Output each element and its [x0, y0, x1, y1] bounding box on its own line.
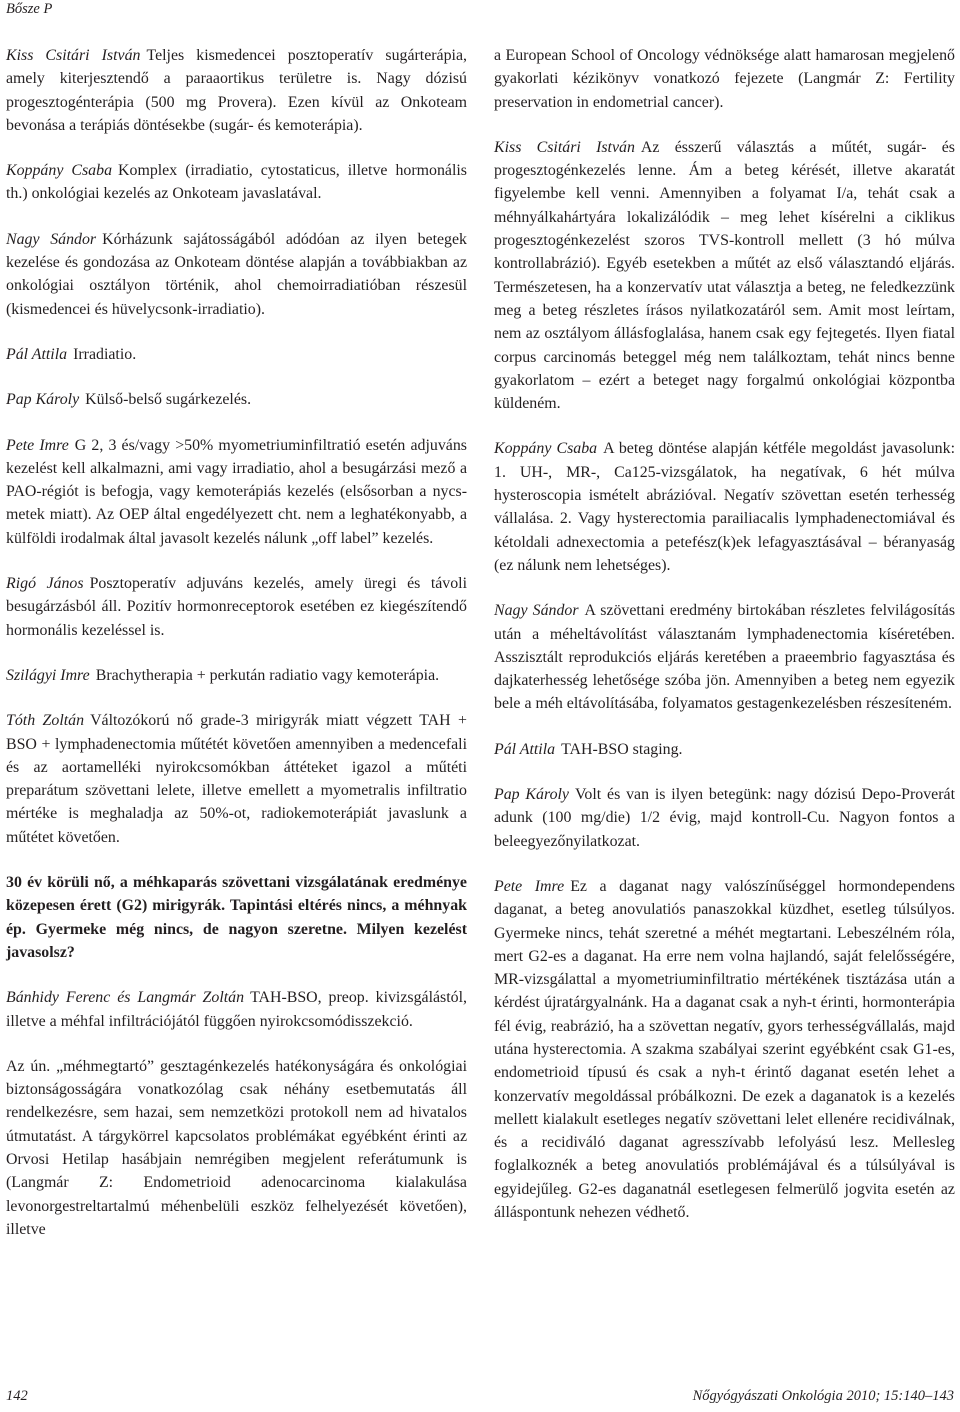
paragraph	[6, 434, 467, 550]
speaker-name: Pete Imre	[6, 436, 69, 454]
paragraph-text: A szövettani eredmény birtokában részletes felvilágosítás után a méheltávolítást választanám lymphadenectomia kíséretében. Asszisztált reprodukciós eljárás keretében a praeembrio fagyasztása és dajkaterhesség lehetősége szóba jön. Amennyiben a beteg nem egyezik bele a méh eltávolításába, folyamatos gestagenkezelésben részesíteném.	[494, 602, 955, 713]
paragraph	[6, 871, 467, 964]
paragraph	[6, 572, 467, 642]
paragraph-text: G 2, 3 és/vagy >50% myometriuminfiltratió esetén adjuváns kezelést kell alkalmazni, ami vagy irradiatio, ahol a besugárzási mező a PAO-régiót is befogja, vagy kemoterápiás kezelés (elsősorban a nycs-metek miatt). Az OEP által engedélyezett cht. nem a leghatékonyabb, a külföldi irodalmak által javasolt kezelés nálunk „off label” kezelés.	[6, 436, 467, 547]
speaker-name: Kiss Csitári István	[494, 138, 635, 156]
right-column	[494, 44, 955, 1246]
paragraph-text: Volt és van is ilyen betegünk: nagy dózisú Depo-Proverát adunk (100 mg/die) 1/2 évig, majd kontroll-Cu. Nagyon fontos a beleegyezőnyilatkozat.	[494, 786, 955, 850]
paragraph-text: TAH-BSO, preop. kivizsgálástól, illetve a méhfal infiltrációjától függően nyirokcsomódisszekció.	[6, 989, 467, 1030]
speaker-name: Bánhidy Ferenc és Langmár Zoltán	[6, 989, 245, 1007]
left-column	[6, 44, 467, 1263]
paragraph-text: Irradiatio.	[73, 345, 137, 363]
paragraph	[494, 875, 955, 1224]
journal-citation: Nőgyógyászati Onkológia 2010; 15:140–143	[692, 1388, 954, 1404]
paragraph-text: Komplex (irradiatio, cytostaticus, illetve hormonális th.) onkológiai kezelés az Onkoteam javaslatával.	[6, 162, 467, 203]
speaker-name: Pál Attila	[494, 740, 556, 758]
speaker-name: Pete Imre	[494, 877, 565, 895]
paragraph-text: Az ún. „méhmegtartó” gesztagénkezelés hatékonyságára és onkológiai biztonságosságára vonatkozólag csak néhány esetbemutatás áll rendelkezésre, sem hazai, sem nemzetközi protokoll nem ad hivatalos útmutatást. A tárgykörrel kapcsolatos problémákat egyébként érinti az Orvosi Hetilap hasábjain nemrégiben megjelent referátumunk is (Langmár Z: Endometrioid adenocarcinoma kialakulása levonorgestreltartalmú méhenbelüli eszköz felhelyezését követően), illetve	[6, 1057, 467, 1238]
paragraph	[6, 228, 467, 321]
paragraph	[6, 388, 467, 411]
paragraph-text: Külső-belső sugárkezelés.	[85, 391, 252, 409]
paragraph-text: Brachytherapia + perkután radiatio vagy kemoterápia.	[95, 666, 440, 684]
paragraph	[6, 709, 467, 849]
paragraph-text: TAH-BSO staging.	[561, 740, 683, 758]
speaker-name: Koppány Csaba	[494, 440, 598, 458]
speaker-name: Szilágyi Imre	[6, 666, 90, 684]
paragraph	[6, 986, 467, 1033]
paragraph	[6, 343, 467, 366]
speaker-name: Nagy Sándor	[6, 230, 97, 248]
speaker-name: Koppány Csaba	[6, 162, 113, 180]
paragraph	[494, 599, 955, 715]
speaker-name: Pap Károly	[494, 786, 569, 804]
paragraph	[494, 136, 955, 416]
paragraph	[494, 783, 955, 853]
paragraph	[494, 738, 955, 761]
paragraph	[6, 159, 467, 206]
paragraph-text: Teljes kismedencei posztoperatív sugárterápia, amely kiterjesztendő a paraaortikus területre is. Nagy dózisú progesztogénterápia (500 mg Provera). Ezen kívül az Onkoteam bevonása a terápiás döntésekbe (sugár- és kemoterápia).	[6, 47, 467, 134]
paragraph	[6, 1055, 467, 1241]
paragraph-text: 30 év körüli nő, a méhkaparás szövettani vizsgálatának eredménye közepesen érett (G2) mirigyrák. Tapintási eltérés nincs, a méhnyak ép. Gyermeke még nincs, de nagyon szeretne. Milyen kezelést javasolsz?	[6, 874, 467, 961]
paragraph	[6, 664, 467, 687]
speaker-name: Pap Károly	[6, 391, 80, 409]
paragraph-text: A beteg döntése alapján kétféle megoldást javasolunk: 1. UH-, MR-, Ca125-vizsgálatok, ha negatívak, 6 hét múlva hysteroscopia ismételt abrázióval. Negatív szövettan esetén terhesség vállalása. 2. Vagy hysterectomia parailiacalis lymphadenectomiával és kétoldali adnexectomia a petefész(k)ek lefagyasztásával – béranyaság (ez nálunk nem lehetséges).	[494, 440, 955, 574]
paragraph-text: Ez a daganat nagy valószínűséggel hormondependens daganat, a beteg anovulatiós panaszokkal küzdhet, esetleg túlsúlyos. Gyermeke nincs, tehát szeretné a méhét megtartani. Lebeszélném róla, mert G2-es a daganat. Ha erre nem volna hajlandó, saját felelősségére, MR-vizsgálattal a myometriuminfiltratio mértékének tisztázása után a kérdést újratárgyalnánk. Ha a daganat csak a nyh-t érinti, hormonterápia fél évig, reabrázió, ha a szövettan negatív, gyors terhességvállalás, majd utána hysterectomia. A szakma szabályai szerint egyébként csak G1-es, endometrioid típusú és csak a nyh-t érintő daganat esetén lehet a konzervatív megoldással próbálkozni. De ezek a daganatok is a kezelés mellett kialakult esetleges negatív szövettani lelet ellenére recidiválnak, és a recidiváló daganat agresszívabb lefolyású lesz. Mellesleg foglalkoznék a beteg anovulatiós problémájával és a túlsúlyával is egyidejűleg. G2-es daganatnál esetlegesen felmerülő jogvita esetén az álláspontunk nehezen védhető.	[494, 877, 955, 1222]
speaker-name: Kiss Csitári István	[6, 47, 141, 64]
paragraph	[494, 44, 955, 114]
paragraph	[494, 437, 955, 577]
paragraph	[6, 44, 467, 137]
speaker-name: Rigó János	[6, 575, 84, 593]
paragraph-text: Az ésszerű választás a műtét, sugár- és progesztogénkezelés lenne. Ám a beteg kérését, illetve akaratát figyelembe kell venni. Amennyiben a folyamat I/a, tehát csak a méhnyálkahártyára lokalizálódik – meg lehet kísérelni a ciklikus progesztogénkezelést szoros TVS-kontroll mellett (3 hó múlva kontrollabrázió). Egyéb esetekben a műtét az első választandó eljárás. Természetesen, ha a konzervatív utat választja a beteg, ne feledkezzünk meg a beteg részletes írásos nyilatkozatáról sem. Amit most leírtam, nem az osztályom állásfoglalása, hanem csak egy fejtegetés. Ilyen fiatal corpus carcinomás beteggel még nem találkoztam, tehát nincs benne gyakorlatom – ezért a beteget nagy forgalmú onkológiai központba küldeném.	[494, 138, 955, 413]
page-number: 142	[6, 1388, 28, 1404]
speaker-name: Nagy Sándor	[494, 602, 579, 620]
paragraph-text: Kórházunk sajátosságából adódóan az ilyen betegek kezelése és gondozása az Onkoteam döntése alapján a továbbiakban az onkológiai osztályon történik, ahol chemoirradiatióban részesül (kismedencei és hüvelycsonk-irradiatio).	[6, 230, 467, 318]
paragraph-text: Változókorú nő grade-3 mirigyrák miatt végzett TAH + BSO + lymphadenectomia műtétét követően amennyiben a medencefali és az aortamelléki nyirokcsomókban áttéteket igazol a műtéti preparátum szövettani lelete, illetve emellett a myometralis infiltratio mértéke is meghaladja az 50%-ot, radiokemoterápiát javaslunk a műtétet követően.	[6, 712, 467, 846]
running-head: Bősze P	[6, 1, 53, 17]
paragraph-text: a European School of Oncology védnöksége alatt hamarosan megjelenő gyakorlati kézikönyv vonatkozó fejezete (Langmár Z: Fertility preservation in endometrial cancer).	[494, 47, 955, 111]
speaker-name: Tóth Zoltán	[6, 712, 85, 730]
paragraph-text: Posztoperatív adjuváns kezelés, amely üregi és távoli besugárzásból áll. Pozitív hormonreceptorok esetében ez kiegészítendő hormonális kezeléssel is.	[6, 575, 468, 639]
speaker-name: Pál Attila	[6, 345, 68, 363]
